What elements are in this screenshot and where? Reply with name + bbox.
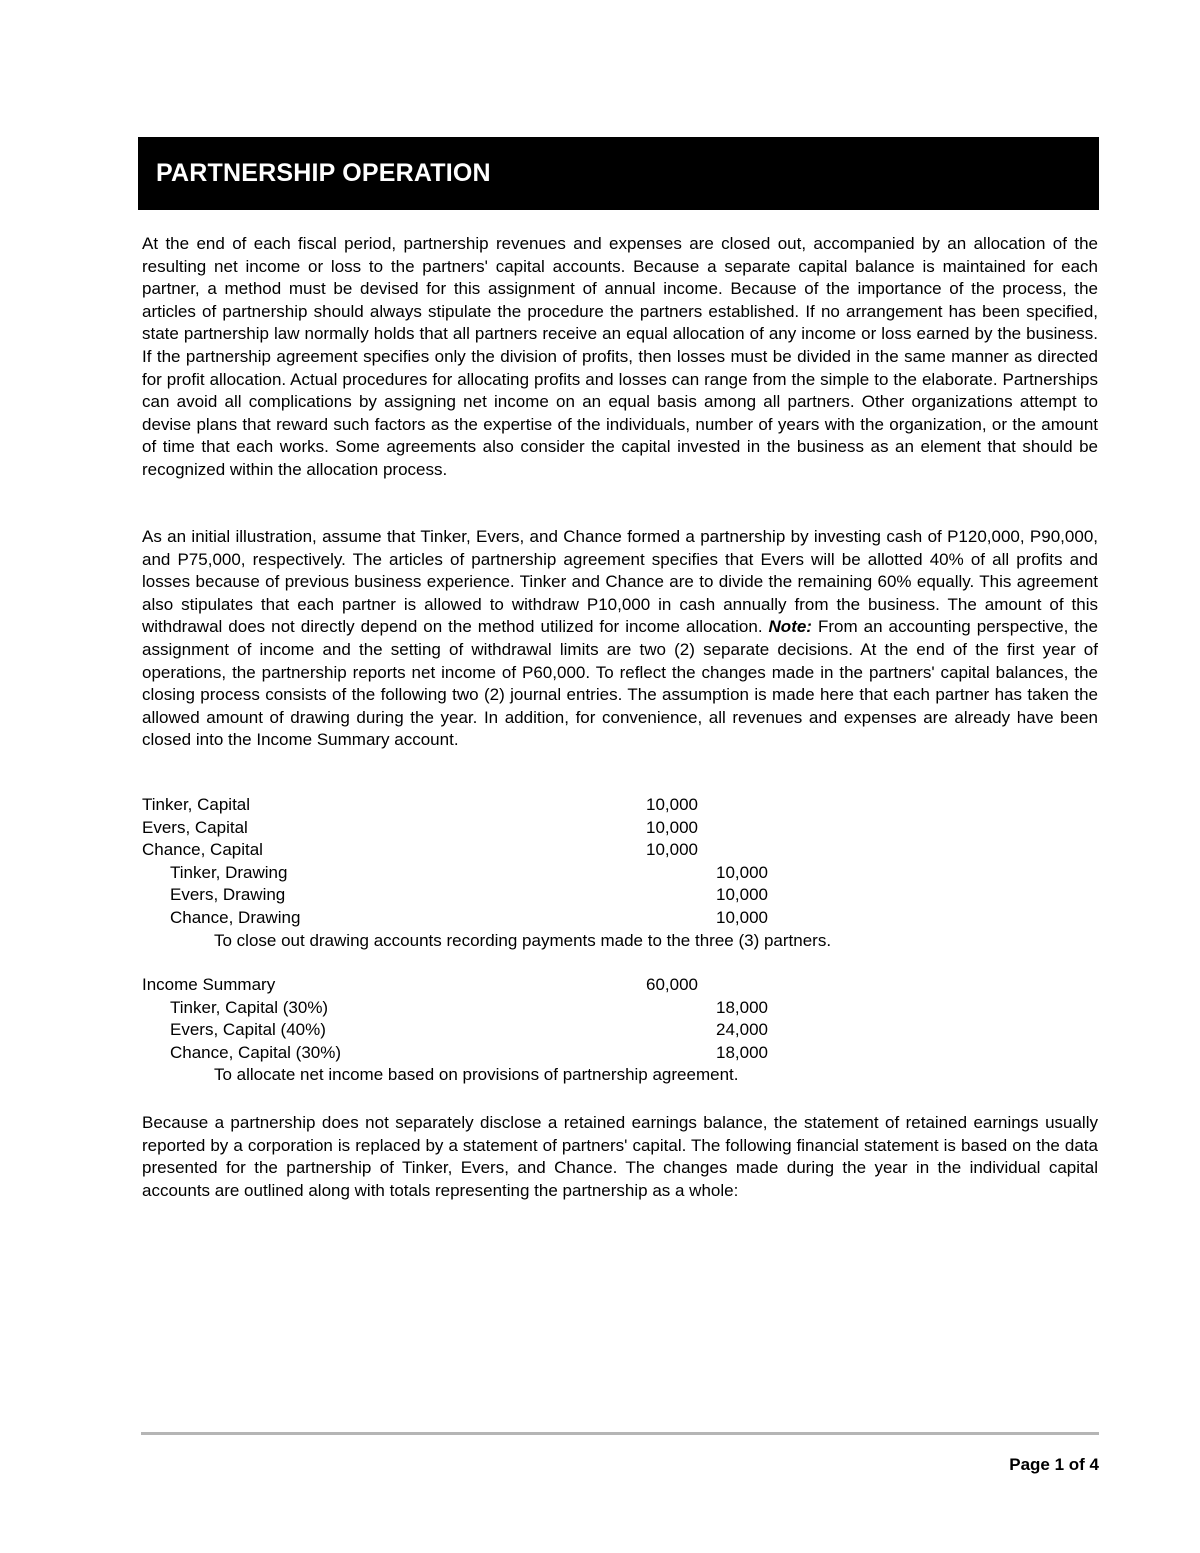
journal-row: [142, 1042, 1042, 1065]
debit-amount: 10,000: [646, 795, 698, 814]
illustration-paragraph: [142, 526, 1098, 752]
journal-row: [142, 839, 1042, 862]
debit-amount: 10,000: [646, 817, 698, 837]
credit-account: Evers, Capital (40%): [170, 1020, 326, 1040]
title-banner: [138, 137, 1099, 210]
credit-amount: 10,000: [716, 907, 768, 927]
debit-account: Tinker, Capital: [142, 795, 251, 814]
journal-row: [142, 907, 1042, 930]
credit-account: Evers, Drawing: [170, 885, 286, 905]
credit-amount: 18,000: [716, 997, 768, 1017]
footer-divider: [141, 1432, 1099, 1435]
credit-amount: 10,000: [716, 862, 768, 882]
debit-amount: 60,000: [646, 975, 698, 994]
journal-row: [142, 1064, 1042, 1087]
credit-account: Tinker, Drawing: [170, 862, 288, 882]
journal-description: To allocate net income based on provisions of partnership agreement.: [214, 1065, 739, 1085]
journal-entry-income: [142, 974, 1042, 1087]
journal-entry-drawing: [142, 794, 1042, 952]
credit-amount: 10,000: [716, 885, 768, 905]
credit-account: Chance, Drawing: [170, 907, 301, 927]
credit-amount: 24,000: [716, 1020, 768, 1040]
journal-description: To close out drawing accounts recording payments made to the three (3) partners.: [214, 930, 832, 950]
journal-row: [142, 817, 1042, 840]
debit-amount: 10,000: [646, 840, 698, 860]
debit-account: Chance, Capital: [142, 840, 263, 860]
debit-account: Evers, Capital: [142, 817, 248, 837]
journal-row: [142, 974, 1042, 997]
journal-row: [142, 930, 1042, 953]
illustration-text-part1: As an initial illustration, assume that Tinker, Evers, and Chance formed a partnership by investing cash of P120,000, P90,000, and P75,000, respectively. The articles of partnership agreement specifies that Evers will be allotted 40% of all profits and losses because of previous business experience. Tinker and Chance are to divide the remaining 60% equally. This agreement also stipulates that each partner is allowed to withdraw P10,000 in cash annually from the business. The amount of this withdrawal does not directly depend on the method utilized for income allocation.: [142, 527, 1098, 637]
journal-row: [142, 794, 1042, 817]
statement-paragraph: Because a partnership does not separately disclose a retained earnings balance, the statement of retained earnings usually reported by a corporation is replaced by a statement of partners' capital. The following financial statement is based on the data presented for the partnership of Tinker, Evers, and Chance. The changes made during the year in the individual capital accounts are outlined along with totals representing the partnership as a whole:: [142, 1113, 1098, 1200]
credit-amount: 18,000: [716, 1042, 768, 1062]
illustration-text-part2: From an accounting perspective, the assignment of income and the setting of withdrawal limits are two (2) separate decisions. At the end of the first year of operations, the partnership reports net income of P60,000. To reflect the changes made in the partners' capital balances, the closing process consists of the following two (2) journal entries. The assumption is made here that each partner has taken the allowed amount of drawing during the year. In addition, for convenience, all revenues and expenses are already have been closed into the Income Summary account.: [142, 617, 1098, 750]
page-title: PARTNERSHIP OPERATION: [156, 159, 491, 187]
journal-row: [142, 1019, 1042, 1042]
credit-account: Chance, Capital (30%): [170, 1042, 342, 1062]
note-label: Note:: [768, 617, 812, 637]
journal-row: [142, 997, 1042, 1020]
page-number: Page 1 of 4: [1009, 1455, 1099, 1474]
intro-paragraph: At the end of each fiscal period, partnership revenues and expenses are closed out, accompanied by an allocation of the resulting net income or loss to the partners' capital accounts. Because a separate capital balance is maintained for each partner, a method must be devised for this assignment of annual income. Because of the importance of the process, the articles of partnership should always stipulate the procedure the partners established. If no arrangement has been specified, state partnership law normally holds that all partners receive an equal allocation of any income or loss earned by the business. If the partnership agreement specifies only the division of profits, then losses must be divided in the same manner as directed for profit allocation. Actual procedures for allocating profits and losses can range from the simple to the elaborate. Partnerships can avoid all complications by assigning net income on an equal basis among all partners. Other organizations attempt to devise plans that reward such factors as the expertise of the individuals, number of years with the organization, or the amount of time that each works. Some agreements also consider the capital invested in the business as an element that should be recognized within the allocation process.: [142, 234, 1098, 479]
journal-row: [142, 862, 1042, 885]
journal-row: [142, 884, 1042, 907]
debit-account: Income Summary: [142, 975, 276, 994]
credit-account: Tinker, Capital (30%): [170, 997, 329, 1017]
